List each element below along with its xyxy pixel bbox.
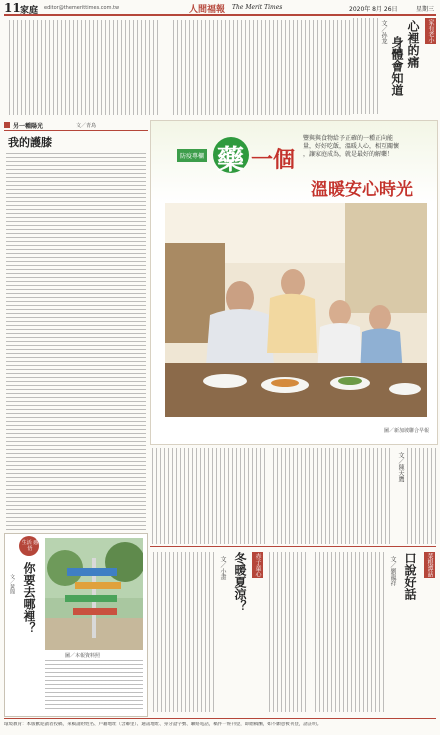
feature-tag: 防疫專欄 (177, 149, 207, 162)
knee-essay-text (6, 153, 146, 531)
sidebar-tag: 生活 感悟 (21, 540, 39, 552)
feature-blurb-1: 豐與與食物給予正確的一種正向能 (303, 135, 394, 142)
feature-big-char: 藥 (217, 145, 244, 176)
family-dinner-illustration (165, 203, 427, 417)
kind-essay-tag: 菜根譚話 (426, 553, 433, 577)
kind-essay-text (312, 552, 384, 712)
sunshine-marker-icon (4, 122, 10, 128)
heart-essay-title: 心裡的痛 (406, 20, 420, 68)
feature-panel (150, 120, 438, 445)
sidebar-panel (4, 533, 148, 717)
signpost-illustration (45, 538, 143, 650)
right-text-block (404, 448, 436, 544)
cold-essay-author: 文／小畫 (219, 556, 226, 580)
family-dinner-photo (165, 203, 427, 417)
sidebar-text (45, 660, 143, 712)
feature-blurb-2: 量，好好吃飯，溫暖人心，相互關懷 (303, 143, 400, 150)
middle-text-block-b (270, 448, 390, 544)
page-number: 11 (4, 1, 21, 15)
paper-logo: 人間福報 (189, 5, 226, 15)
kind-essay-title: 口說好話 (403, 552, 417, 600)
page-footer (4, 718, 436, 733)
heart-essay-text (352, 18, 378, 114)
knee-essay-author: 文／青鳥 (76, 123, 97, 129)
top-left-text (6, 20, 158, 115)
feature-photo-credit: 圖／新加坡聯合早報 (383, 428, 429, 434)
issue-weekday: 星期三 (416, 6, 435, 13)
signpost-photo (45, 538, 143, 650)
paper-logo-en: The Merit Times (232, 4, 283, 11)
cold-essay-text (150, 552, 214, 712)
cold-essay-text-2 (266, 552, 306, 712)
sidebar-author: 文／黃聞 (9, 574, 15, 594)
issue-date: 2020年 8月 26日 (349, 6, 398, 13)
another-sunshine-bar (4, 121, 148, 131)
feature-blurb-3: ，讓家庭成為，就是最好的解藥！ (303, 151, 394, 158)
heart-essay-author: 文／孙龙 (380, 20, 387, 44)
feature-headline-2: 溫暖安心時光 (311, 180, 413, 200)
heart-essay-subtitle: 身體會知道 (390, 36, 404, 96)
cold-essay-tag: 赤子童心 (254, 553, 261, 577)
page-header (4, 2, 436, 16)
sidebar-photo-credit: 圖／本報資料照 (65, 653, 101, 659)
family-tag: 家有老小 (427, 19, 434, 43)
kind-essay-author: 文／劉龍祥 (389, 556, 396, 586)
feature-headline-1: 一個 (251, 147, 296, 173)
heart-essay-header (352, 18, 436, 118)
footer-text: 環境教育：本版歡迎讀者投稿，來稿請附姓名、戶籍地址（含鄰里）、通訊地址、身分證字號、聯絡電話，稿件一經刊登，即贈稿酬，如不願意被刊登，請註明。 (4, 722, 322, 727)
another-sunshine-tag: 另一種陽光 (13, 123, 44, 130)
sidebar-title: 你要去哪裡？ (22, 562, 36, 634)
knee-essay-title: 我的護膝 (8, 136, 52, 149)
section-name: 家庭 (20, 6, 39, 16)
father-essay-author: 文／陳天鷹 (397, 452, 404, 482)
section-divider (150, 546, 436, 547)
editor-email: editor@themerittimes.com.tw (44, 5, 120, 11)
middle-text-block-a (150, 448, 265, 544)
cold-essay-title: 冬暖夏涼？ (233, 552, 247, 612)
top-center-text (170, 20, 350, 115)
